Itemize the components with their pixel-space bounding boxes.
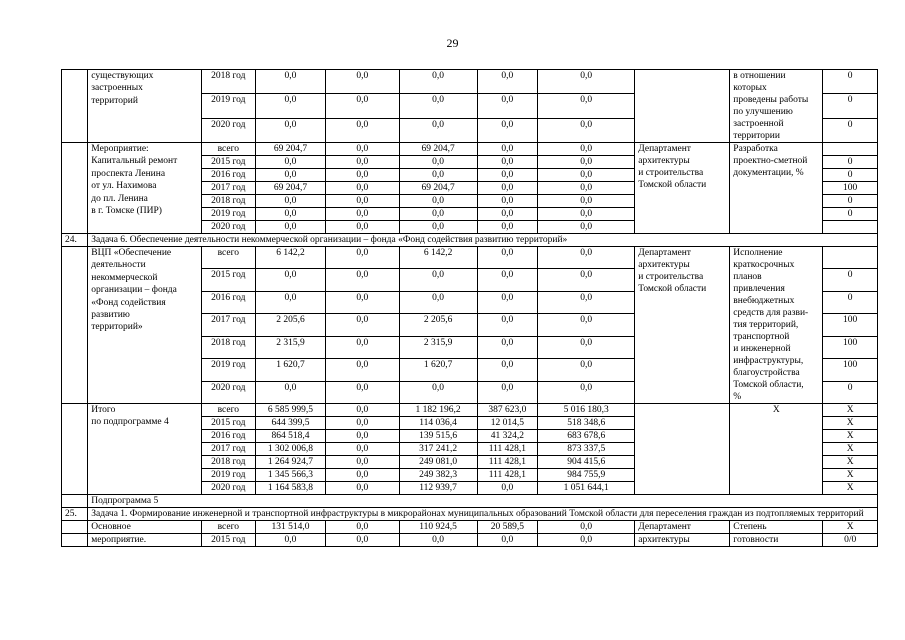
indicator-line: тия территорий,: [733, 320, 799, 330]
federal-cell: 0,0: [325, 208, 399, 221]
regional-cell: 2 315,9: [399, 336, 477, 358]
local-cell: 0,0: [477, 269, 538, 291]
year-cell: 2019 год: [201, 208, 256, 221]
total-cell: 864 518,4: [256, 430, 326, 443]
local-cell: 0,0: [477, 534, 538, 547]
federal-cell: 0,0: [325, 269, 399, 291]
total-cell: 0,0: [256, 221, 326, 234]
activity-name-cell: Основное: [88, 521, 201, 534]
indicator-line: Исполнение: [733, 248, 783, 258]
activity-name-line: от ул. Нахимова: [91, 181, 157, 192]
responsible-line: Томской области: [638, 284, 707, 294]
extrabudget-cell: 1 051 644,1: [538, 482, 635, 495]
activity-name-line: Капитальный ремонт: [91, 156, 178, 167]
local-cell: 0,0: [477, 359, 538, 381]
extrabudget-cell: 0,0: [538, 169, 635, 182]
regional-cell: 139 515,6: [399, 430, 477, 443]
total-cell: 131 514,0: [256, 521, 326, 534]
federal-cell: 0,0: [325, 70, 399, 94]
total-cell: 0,0: [256, 156, 326, 169]
year-cell: 2018 год: [201, 195, 256, 208]
federal-cell: 0,0: [325, 443, 399, 456]
indicator-line: документации, %: [733, 168, 804, 178]
indicator-value-cell: 100: [823, 336, 878, 358]
indicator-cell: [730, 143, 823, 234]
indicator-line: которых: [733, 83, 767, 93]
total-cell: 644 399,5: [256, 417, 326, 430]
extrabudget-cell: 0,0: [538, 118, 635, 142]
total-cell: 6 585 999,5: [256, 404, 326, 417]
local-cell: 0,0: [477, 381, 538, 403]
indicator-value-cell: 0: [823, 156, 878, 169]
indicator-line: внебюджетных: [733, 296, 795, 306]
local-cell: 0,0: [477, 70, 538, 94]
federal-cell: 0,0: [325, 156, 399, 169]
year-cell: всего: [201, 247, 256, 269]
activity-name-line: территорий»: [91, 322, 143, 333]
regional-cell: 69 204,7: [399, 143, 477, 156]
subprogram-row: [62, 495, 878, 508]
table-row: [62, 247, 878, 269]
federal-cell: 0,0: [325, 169, 399, 182]
activity-name-line: до пл. Ленина: [91, 193, 148, 204]
total-cell: 69 204,7: [256, 182, 326, 195]
federal-cell: 0,0: [325, 182, 399, 195]
extrabudget-cell: 0,0: [538, 195, 635, 208]
responsible-cell: [635, 70, 730, 143]
total-cell: 0,0: [256, 269, 326, 291]
indicator-value-cell: Х: [823, 417, 878, 430]
year-cell: всего: [201, 521, 256, 534]
table-row: [62, 70, 878, 94]
local-cell: 0,0: [477, 208, 538, 221]
responsible-cell: архитектуры: [635, 534, 730, 547]
responsible-line: Департамент: [638, 248, 691, 258]
local-cell: 0,0: [477, 182, 538, 195]
regional-cell: 114 036,4: [399, 417, 477, 430]
total-cell: 2 205,6: [256, 314, 326, 336]
indicator-value-cell: 0/0: [823, 534, 878, 547]
local-cell: 41 324,2: [477, 430, 538, 443]
indicator-value-cell: [823, 143, 878, 156]
responsible-line: архитектуры: [638, 156, 690, 166]
total-cell: 69 204,7: [256, 143, 326, 156]
extrabudget-cell: 873 337,5: [538, 443, 635, 456]
indicator-value-cell: 0: [823, 195, 878, 208]
local-cell: 0,0: [477, 336, 538, 358]
federal-cell: 0,0: [325, 314, 399, 336]
indicator-value-cell: 0: [823, 381, 878, 403]
activity-name-line: ВЦП «Обеспечение: [91, 248, 172, 258]
responsible-cell: [635, 404, 730, 495]
indicator-line: по улучшению: [733, 107, 793, 117]
extrabudget-cell: 0,0: [538, 269, 635, 291]
indicator-value-cell: 0: [823, 118, 878, 142]
indicator-line: %: [733, 392, 742, 402]
activity-name-line: Итого: [91, 405, 116, 415]
indicator-value-cell: Х: [823, 404, 878, 417]
year-cell: всего: [201, 143, 256, 156]
extrabudget-cell: 0,0: [538, 336, 635, 358]
responsible-line: и строительства: [638, 168, 704, 178]
indicator-value-cell: [823, 247, 878, 269]
year-cell: 2015 год: [201, 269, 256, 291]
indicator-line: проектно-сметной: [733, 156, 808, 166]
year-cell: 2019 год: [201, 359, 256, 381]
indicator-line: планов: [733, 272, 762, 282]
local-cell: 12 014,5: [477, 417, 538, 430]
year-cell: 2020 год: [201, 221, 256, 234]
activity-name-cell: [88, 143, 201, 234]
local-cell: 111 428,1: [477, 469, 538, 482]
federal-cell: 0,0: [325, 359, 399, 381]
local-cell: 111 428,1: [477, 456, 538, 469]
task-row: [62, 508, 878, 521]
federal-cell: 0,0: [325, 456, 399, 469]
indicator-cell: Х: [730, 404, 823, 495]
table-row: [62, 143, 878, 156]
extrabudget-cell: 904 415,6: [538, 456, 635, 469]
local-cell: 387 623,0: [477, 404, 538, 417]
row-number-cell: [62, 247, 88, 404]
federal-cell: 0,0: [325, 247, 399, 269]
regional-cell: 0,0: [399, 208, 477, 221]
activity-name-line: развитию: [91, 310, 130, 321]
regional-cell: 0,0: [399, 221, 477, 234]
indicator-line: привлечения: [733, 284, 785, 294]
total-cell: 0,0: [256, 291, 326, 313]
responsible-cell: Департамент: [635, 521, 730, 534]
responsible-cell: [635, 247, 730, 404]
local-cell: 0,0: [477, 314, 538, 336]
federal-cell: 0,0: [325, 195, 399, 208]
regional-cell: 0,0: [399, 70, 477, 94]
regional-cell: 0,0: [399, 381, 477, 403]
year-cell: 2019 год: [201, 469, 256, 482]
extrabudget-cell: 0,0: [538, 314, 635, 336]
indicator-line: средств для разви-: [733, 308, 809, 318]
indicator-value-cell: 0: [823, 291, 878, 313]
row-number-cell: [62, 521, 88, 534]
row-number-cell: [62, 534, 88, 547]
indicator-cell: Степень: [730, 521, 823, 534]
year-cell: всего: [201, 404, 256, 417]
year-cell: 2017 год: [201, 182, 256, 195]
indicator-value-cell: [823, 221, 878, 234]
extrabudget-cell: 0,0: [538, 521, 635, 534]
total-cell: 0,0: [256, 534, 326, 547]
extrabudget-cell: 0,0: [538, 94, 635, 118]
row-number-cell: [62, 70, 88, 143]
federal-cell: 0,0: [325, 404, 399, 417]
activity-name-cell: [88, 247, 201, 404]
indicator-value-cell: Х: [823, 482, 878, 495]
indicator-value-cell: 100: [823, 314, 878, 336]
total-cell: 0,0: [256, 208, 326, 221]
row-number-cell: 25.: [62, 508, 88, 521]
local-cell: 0,0: [477, 247, 538, 269]
regional-cell: 0,0: [399, 269, 477, 291]
federal-cell: 0,0: [325, 336, 399, 358]
federal-cell: 0,0: [325, 521, 399, 534]
local-cell: 0,0: [477, 169, 538, 182]
activity-name-line: организации – фонда: [91, 285, 177, 296]
extrabudget-cell: 0,0: [538, 182, 635, 195]
indicator-value-cell: 0: [823, 208, 878, 221]
extrabudget-cell: 5 016 180,3: [538, 404, 635, 417]
activity-name-line: застроенных: [91, 83, 143, 94]
year-cell: 2016 год: [201, 430, 256, 443]
regional-cell: 0,0: [399, 118, 477, 142]
activity-name-line: существующих: [91, 71, 154, 81]
total-cell: 0,0: [256, 381, 326, 403]
activity-name-line: Мероприятие:: [91, 144, 149, 154]
local-cell: 20 589,5: [477, 521, 538, 534]
year-cell: 2018 год: [201, 336, 256, 358]
extrabudget-cell: 0,0: [538, 359, 635, 381]
federal-cell: 0,0: [325, 469, 399, 482]
total-cell: 6 142,2: [256, 247, 326, 269]
indicator-line: и инженерной: [733, 344, 791, 354]
local-cell: 0,0: [477, 143, 538, 156]
extrabudget-cell: 0,0: [538, 221, 635, 234]
extrabudget-cell: 683 678,6: [538, 430, 635, 443]
total-cell: 1 345 566,3: [256, 469, 326, 482]
local-cell: 0,0: [477, 482, 538, 495]
indicator-line: благоустройства: [733, 368, 800, 378]
row-number-cell: [62, 495, 88, 508]
indicator-line: проведены работы: [733, 95, 809, 105]
indicator-value-cell: Х: [823, 521, 878, 534]
regional-cell: 1 182 196,2: [399, 404, 477, 417]
local-cell: 0,0: [477, 118, 538, 142]
extrabudget-cell: 984 755,9: [538, 469, 635, 482]
federal-cell: 0,0: [325, 94, 399, 118]
activity-name-cell: мероприятие.: [88, 534, 201, 547]
federal-cell: 0,0: [325, 482, 399, 495]
activity-name-cell: [88, 404, 201, 495]
regional-cell: 0,0: [399, 291, 477, 313]
year-cell: 2016 год: [201, 169, 256, 182]
indicator-value-cell: 0: [823, 269, 878, 291]
row-number-cell: 24.: [62, 234, 88, 247]
regional-cell: 0,0: [399, 195, 477, 208]
regional-cell: 0,0: [399, 169, 477, 182]
section-title-cell: Задача 1. Формирование инженерной и транспортной инфраструктуры в микрорайонах муниципальных образований Томской области для переселения граждан из подтопляемых территорий: [88, 508, 878, 521]
total-cell: 2 315,9: [256, 336, 326, 358]
total-cell: 1 264 924,7: [256, 456, 326, 469]
total-cell: 1 302 006,8: [256, 443, 326, 456]
year-cell: 2020 год: [201, 118, 256, 142]
activity-name-line: деятельности: [91, 260, 146, 271]
total-cell: 1 164 583,8: [256, 482, 326, 495]
total-cell: 1 620,7: [256, 359, 326, 381]
activity-name-line: некоммерческой: [91, 272, 158, 283]
local-cell: 0,0: [477, 195, 538, 208]
extrabudget-cell: 0,0: [538, 247, 635, 269]
activity-name-line: по подпрограмме 4: [91, 417, 169, 428]
responsible-line: архитектуры: [638, 260, 690, 270]
indicator-line: Томской области,: [733, 380, 804, 390]
year-cell: 2015 год: [201, 534, 256, 547]
extrabudget-cell: 0,0: [538, 208, 635, 221]
regional-cell: 0,0: [399, 534, 477, 547]
year-cell: 2018 год: [201, 70, 256, 94]
regional-cell: 2 205,6: [399, 314, 477, 336]
regional-cell: 6 142,2: [399, 247, 477, 269]
federal-cell: 0,0: [325, 118, 399, 142]
section-title-cell: Задача 6. Обеспечение деятельности некоммерческой организации – фонда «Фонд содействия развитию территорий»: [88, 234, 878, 247]
regional-cell: 317 241,2: [399, 443, 477, 456]
year-cell: 2017 год: [201, 443, 256, 456]
extrabudget-cell: 0,0: [538, 381, 635, 403]
total-cell: 0,0: [256, 195, 326, 208]
indicator-line: инфраструктуры,: [733, 356, 804, 366]
local-cell: 111 428,1: [477, 443, 538, 456]
regional-cell: 69 204,7: [399, 182, 477, 195]
responsible-line: и строительства: [638, 272, 704, 282]
table-row: [62, 521, 878, 534]
year-cell: 2020 год: [201, 482, 256, 495]
total-cell: 0,0: [256, 94, 326, 118]
indicator-value-cell: Х: [823, 469, 878, 482]
indicator-value-cell: 0: [823, 94, 878, 118]
year-cell: 2018 год: [201, 456, 256, 469]
activity-name-line: «Фонд содействия: [91, 297, 166, 308]
indicator-value-cell: 0: [823, 169, 878, 182]
indicator-line: территории: [733, 131, 780, 141]
row-number-cell: [62, 143, 88, 234]
federal-cell: 0,0: [325, 381, 399, 403]
indicator-value-cell: Х: [823, 430, 878, 443]
task-row: [62, 234, 878, 247]
activity-name-cell: [88, 70, 201, 143]
regional-cell: 249 382,3: [399, 469, 477, 482]
indicator-value-cell: 100: [823, 359, 878, 381]
activity-name-line: в г. Томске (ПИР): [91, 206, 162, 217]
extrabudget-cell: 0,0: [538, 534, 635, 547]
federal-cell: 0,0: [325, 143, 399, 156]
indicator-line: Разработка: [733, 144, 778, 154]
indicator-value-cell: 0: [823, 70, 878, 94]
indicator-line: застроенной: [733, 119, 784, 129]
activity-name-line: проспекта Ленина: [91, 168, 166, 179]
responsible-cell: [635, 143, 730, 234]
table-row: [62, 404, 878, 417]
indicator-cell: [730, 70, 823, 143]
indicator-value-cell: Х: [823, 443, 878, 456]
indicator-cell: готовности: [730, 534, 823, 547]
responsible-line: Департамент: [638, 144, 691, 154]
federal-cell: 0,0: [325, 291, 399, 313]
row-number-cell: [62, 404, 88, 495]
federal-cell: 0,0: [325, 430, 399, 443]
regional-cell: 112 939,7: [399, 482, 477, 495]
federal-cell: 0,0: [325, 221, 399, 234]
regional-cell: 249 081,0: [399, 456, 477, 469]
total-cell: 0,0: [256, 169, 326, 182]
year-cell: 2017 год: [201, 314, 256, 336]
regional-cell: 0,0: [399, 156, 477, 169]
responsible-line: Томской области: [638, 180, 707, 190]
extrabudget-cell: 0,0: [538, 291, 635, 313]
local-cell: 0,0: [477, 94, 538, 118]
total-cell: 0,0: [256, 70, 326, 94]
federal-cell: 0,0: [325, 417, 399, 430]
indicator-line: краткосрочных: [733, 260, 795, 270]
extrabudget-cell: 0,0: [538, 70, 635, 94]
section-title-cell: Подпрограмма 5: [88, 495, 878, 508]
indicator-value-cell: Х: [823, 456, 878, 469]
year-cell: 2019 год: [201, 94, 256, 118]
year-cell: 2015 год: [201, 156, 256, 169]
extrabudget-cell: 518 348,6: [538, 417, 635, 430]
federal-cell: 0,0: [325, 534, 399, 547]
activity-name-line: территорий: [91, 95, 138, 106]
indicator-cell: [730, 247, 823, 404]
local-cell: 0,0: [477, 221, 538, 234]
local-cell: 0,0: [477, 156, 538, 169]
regional-cell: 0,0: [399, 94, 477, 118]
regional-cell: 1 620,7: [399, 359, 477, 381]
indicator-line: в отношении: [733, 71, 786, 81]
local-cell: 0,0: [477, 291, 538, 313]
page-number: 29: [446, 36, 459, 50]
total-cell: 0,0: [256, 118, 326, 142]
indicator-line: транспортной: [733, 332, 790, 342]
year-cell: 2016 год: [201, 291, 256, 313]
program-table: [61, 69, 878, 547]
table-row: [62, 534, 878, 547]
year-cell: 2015 год: [201, 417, 256, 430]
regional-cell: 110 924,5: [399, 521, 477, 534]
year-cell: 2020 год: [201, 381, 256, 403]
indicator-value-cell: 100: [823, 182, 878, 195]
extrabudget-cell: 0,0: [538, 143, 635, 156]
extrabudget-cell: 0,0: [538, 156, 635, 169]
